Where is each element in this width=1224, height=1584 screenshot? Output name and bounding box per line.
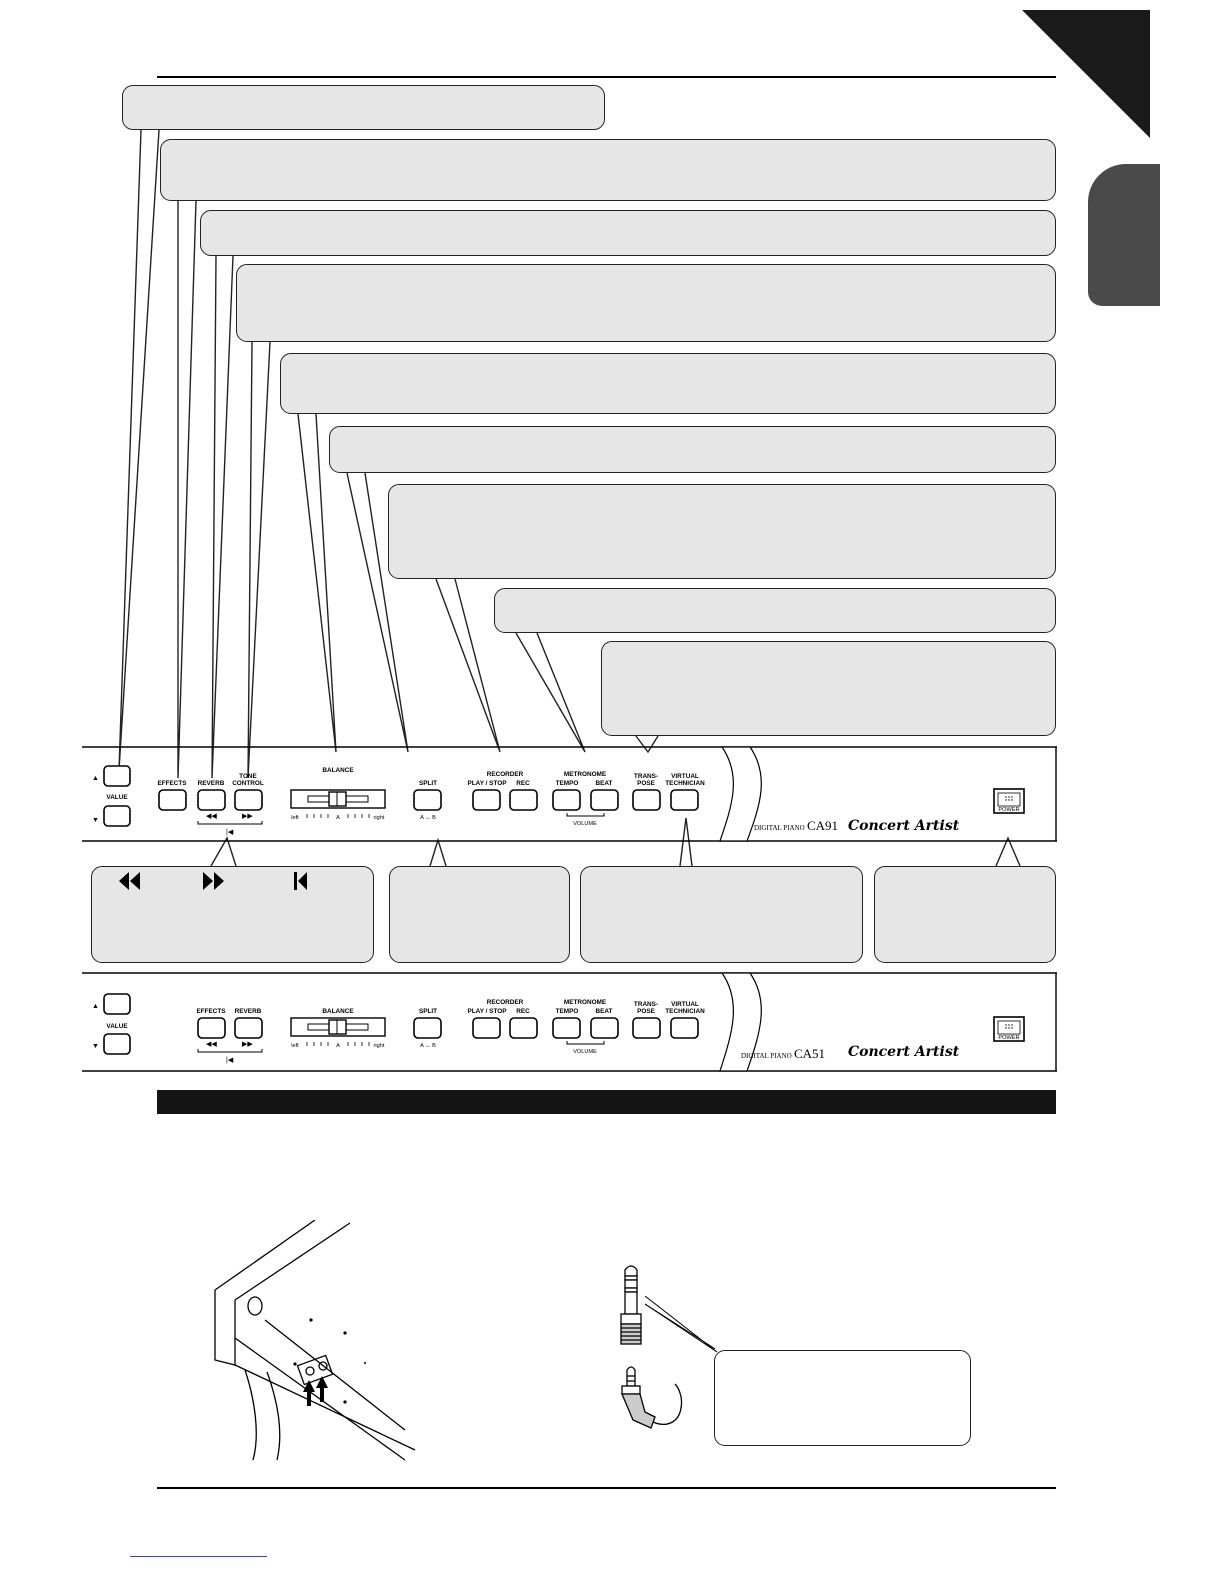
callout-effects — [160, 139, 1056, 201]
rewind-small-icon: ◀◀ — [206, 813, 217, 820]
svg-text:|◀: |◀ — [226, 1057, 234, 1064]
transport-icons — [118, 871, 338, 893]
chapter-tab — [1088, 164, 1160, 306]
callout-metronome — [494, 588, 1056, 633]
transpose-button[interactable] — [633, 790, 660, 810]
split-ab-label: A ↔ B — [420, 815, 436, 821]
value-down-button-ca51[interactable] — [104, 1034, 130, 1054]
callout-value-buttons — [122, 85, 605, 130]
mini-plug-icon — [622, 1367, 682, 1428]
effects-button[interactable] — [159, 790, 186, 810]
balance-label: BALANCE — [322, 767, 354, 774]
value-down-button[interactable] — [104, 806, 130, 826]
virtual-technician-button[interactable] — [671, 790, 698, 810]
beat-label: BEAT — [595, 780, 613, 787]
tempo-button[interactable] — [553, 790, 580, 810]
reverb-label: REVERB — [197, 780, 225, 787]
svg-text:▶▶: ▶▶ — [242, 1041, 253, 1048]
rec-button-ca51[interactable] — [510, 1018, 537, 1038]
reverb-button[interactable] — [198, 790, 225, 810]
volume-label: VOLUME — [573, 821, 597, 827]
callout-reverb — [200, 210, 1056, 256]
balance-center-label: A — [336, 815, 340, 821]
virtual-technician-label-2-ca51: TECHNICIAN — [665, 1008, 705, 1015]
series-logo: Concert Artist — [848, 818, 960, 834]
effects-button-ca51[interactable] — [198, 1018, 225, 1038]
split-label-ca51: SPLIT — [418, 1008, 438, 1015]
callout-tone-control — [236, 264, 1056, 342]
recorder-label: RECORDER — [486, 771, 524, 778]
callout-split-ab — [389, 866, 570, 963]
svg-text:▼: ▼ — [92, 1043, 99, 1050]
split-ab-label-ca51: A ↔ B — [420, 1043, 436, 1049]
model-name: CA91 — [807, 818, 839, 833]
transpose-label-1-ca51: TRANS- — [633, 1001, 659, 1008]
tone-control-button[interactable] — [235, 790, 262, 810]
bottom-rule — [157, 1487, 1056, 1489]
control-panel-ca51 — [82, 972, 1057, 1072]
tempo-label: TEMPO — [555, 780, 579, 787]
play-stop-label: PLAY / STOP — [467, 780, 507, 787]
value-down-arrow: ▼ — [92, 817, 99, 824]
value-up-button[interactable] — [104, 766, 130, 786]
rec-button[interactable] — [510, 790, 537, 810]
skip-to-start-icon — [294, 872, 307, 890]
balance-right-label: right — [373, 815, 385, 821]
series-logo-ca51: Concert Artist — [848, 1044, 960, 1060]
value-label: VALUE — [106, 794, 128, 801]
callout-transpose — [601, 641, 1056, 736]
reverb-button-ca51[interactable] — [235, 1018, 262, 1038]
callout-power — [874, 866, 1056, 963]
value-up-button-ca51[interactable] — [104, 994, 130, 1014]
beat-button-ca51[interactable] — [591, 1018, 618, 1038]
power-label-ca51: POWER — [998, 1035, 1020, 1041]
control-panel-ca91 — [82, 746, 1057, 842]
tone-control-label-2: CONTROL — [232, 780, 264, 787]
metronome-label: METRONOME — [563, 771, 607, 778]
split-label: SPLIT — [418, 780, 438, 787]
rewind-icon — [119, 872, 140, 890]
section-header-bar — [157, 1090, 1056, 1114]
skip-small-icon: |◀ — [226, 829, 234, 836]
split-button[interactable] — [414, 790, 441, 810]
effects-label-ca51: EFFECTS — [196, 1008, 226, 1015]
transpose-label-1: TRANS- — [633, 773, 659, 780]
virtual-technician-label-1-ca51: VIRTUAL — [671, 1001, 699, 1008]
effects-label: EFFECTS — [157, 780, 187, 787]
virtual-technician-label-1: VIRTUAL — [671, 773, 699, 780]
balance-left-label-ca51: left — [291, 1043, 299, 1049]
model-name-ca51: CA51 — [794, 1046, 826, 1061]
beat-button[interactable] — [591, 790, 618, 810]
virtual-technician-button-ca51[interactable] — [671, 1018, 698, 1038]
headphone-jack-illustration — [205, 1220, 425, 1470]
top-rule — [157, 76, 1056, 78]
metronome-label-ca51: METRONOME — [563, 999, 607, 1006]
transpose-button-ca51[interactable] — [633, 1018, 660, 1038]
balance-label-ca51: BALANCE — [322, 1008, 354, 1015]
play-stop-label-ca51: PLAY / STOP — [467, 1008, 507, 1015]
split-button-ca51[interactable] — [414, 1018, 441, 1038]
transpose-label-2: POSE — [637, 780, 655, 787]
virtual-technician-label-2: TECHNICIAN — [665, 780, 705, 787]
value-label-ca51: VALUE — [106, 1023, 128, 1030]
brand-prefix-ca51: DIGITAL PIANO — [741, 1052, 792, 1060]
tempo-label-ca51: TEMPO — [555, 1008, 579, 1015]
transpose-label-2-ca51: POSE — [637, 1008, 655, 1015]
rec-label-ca51: REC — [516, 1008, 530, 1015]
balance-left-label: left — [291, 815, 299, 821]
callout-balance — [280, 353, 1056, 414]
beat-label-ca51: BEAT — [595, 1008, 613, 1015]
brand-prefix: DIGITAL PIANO — [754, 824, 805, 832]
power-label: POWER — [998, 807, 1020, 813]
svg-text:◀◀: ◀◀ — [206, 1041, 217, 1048]
tempo-button-ca51[interactable] — [553, 1018, 580, 1038]
play-stop-button-ca51[interactable] — [473, 1018, 500, 1038]
callout-virtual-technician — [580, 866, 863, 963]
stereo-plug-icon — [621, 1266, 641, 1344]
reverb-label-ca51: REVERB — [234, 1008, 262, 1015]
callout-adaptor — [714, 1350, 971, 1446]
callout-recorder — [388, 484, 1056, 579]
recorder-label-ca51: RECORDER — [486, 999, 524, 1006]
footer-link-underline[interactable] — [130, 1556, 267, 1557]
callout-split — [329, 426, 1056, 473]
value-up-arrow: ▲ — [92, 775, 99, 782]
play-stop-button[interactable] — [473, 790, 500, 810]
volume-label-ca51: VOLUME — [573, 1049, 597, 1055]
rec-label: REC — [516, 780, 530, 787]
ff-small-icon: ▶▶ — [242, 813, 253, 820]
svg-text:▲: ▲ — [92, 1003, 99, 1010]
balance-right-label-ca51: right — [373, 1043, 385, 1049]
tone-control-label-1: TONE — [239, 773, 257, 780]
fast-forward-icon — [203, 872, 224, 890]
balance-center-label-ca51: A — [336, 1043, 340, 1049]
